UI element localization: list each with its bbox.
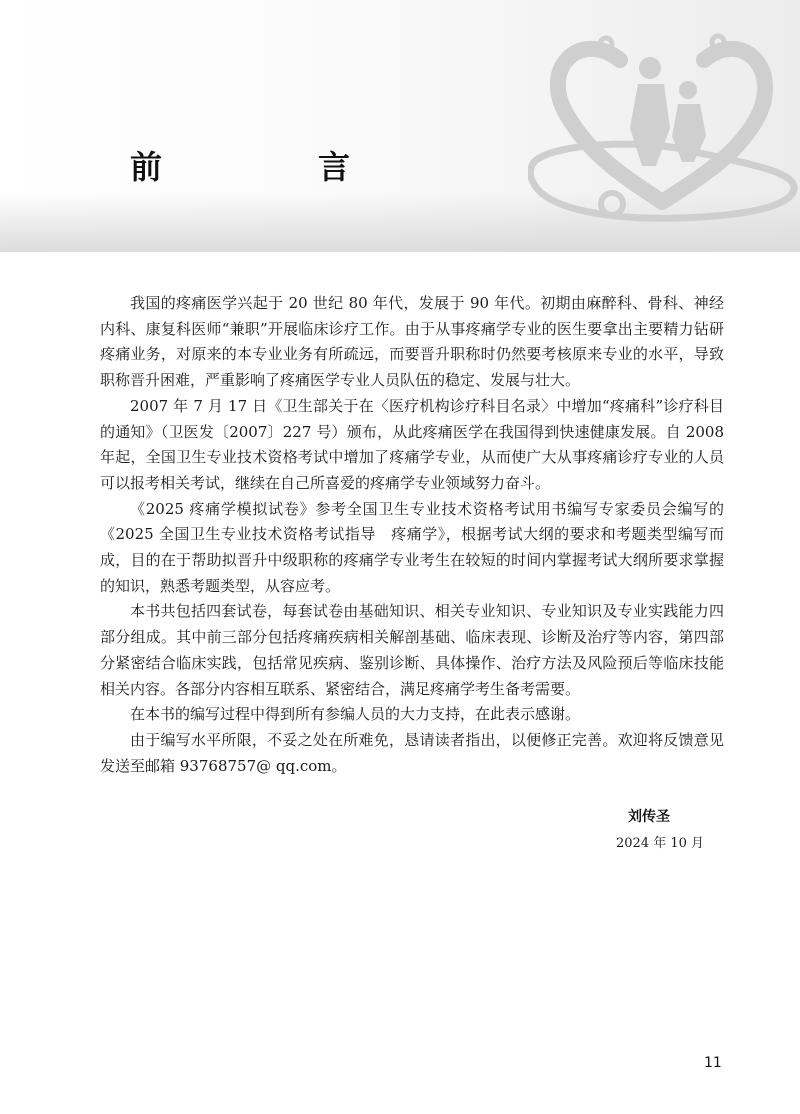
stethoscope-heart-family-icon [528,20,800,230]
preface-paragraph: 2007 年 7 月 17 日《卫生部关于在〈医疗机构诊疗科目名录〉中增加“疼痛科”诊疗科目的通知》（卫医发〔2007〕227 号）颁布，从此疼痛医学在我国得到快速健康发展。自 2008 年起，全国卫生专业技术资格考试中增加了疼痛学专业，从而使广大从事疼痛诊疗专业的人员可以报考相关考试，继续在自己所喜爱的疼痛学专业领域努力奋斗。 [100,396,724,492]
author-name: 刘传圣 [628,809,670,825]
preface-paragraph: 由于编写水平所限，不妥之处在所难免，恳请读者指出，以便修正完善。欢迎将反馈意见发送至邮箱 93768757@ qq.com。 [100,730,724,775]
preface-paragraph: 本书共包括四套试卷，每套试卷由基础知识、相关专业知识、专业知识及专业实践能力四部分组成。其中前三部分包括疼痛疾病相关解剖基础、临床表现、诊断及治疗等内容，第四部分紧密结合临床实践，包括常见疾病、鉴别诊断、具体操作、治疗方法及风险预后等临床技能相关内容。各部分内容相互联系、紧密结合，满足疼痛学考生备考需要。 [100,602,724,698]
signature-date: 2024 年 10 月 [616,836,705,851]
page-number: 11 [704,1055,722,1071]
preface-paragraph: 我国的疼痛医学兴起于 20 世纪 80 年代，发展于 90 年代。初期由麻醉科、骨科、神经内科、康复科医师“兼职”开展临床诊疗工作。由于从事疼痛学专业的医生要拿出主要精力钻研疼痛业务，对原来的本专业业务有所疏远，而要晋升职称时仍然要考核原来专业的水平，导致职称晋升困难，严重影响了疼痛医学专业人员队伍的稳定、发展与壮大。 [100,294,724,390]
page-title: 前 言 [130,148,413,186]
preface-body [100,291,724,779]
preface-paragraph: 《2025 疼痛学模拟试卷》参考全国卫生专业技术资格考试用书编写专家委员会编写的《2025 全国卫生专业技术资格考试指导 疼痛学》，根据考试大纲的要求和考题类型编写而成，目的在于帮助拟晋升中级职称的疼痛学专业考生在较短的时间内掌握考试大纲所要求掌握的知识，熟悉考题类型，从容应考。 [100,499,724,595]
preface-paragraph: 在本书的编写过程中得到所有参编人员的大力支持，在此表示感谢。 [130,705,581,724]
